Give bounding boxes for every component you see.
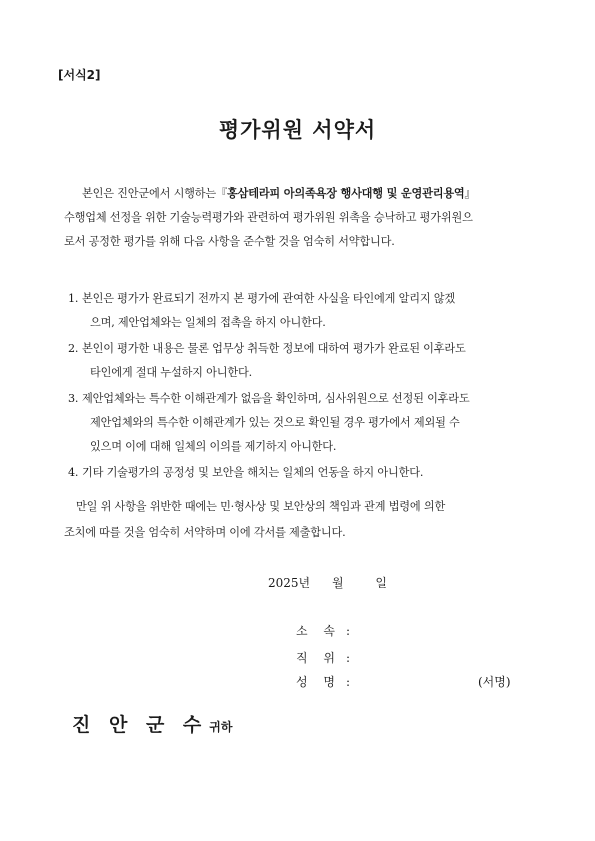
list-item-1 [68,287,455,311]
list-item-3 [68,387,470,411]
intro-line-2: 수행업체 선정을 위한 기술능력평가와 관련하여 평가위원 위촉을 승낙하고 평가위원으 [64,211,473,224]
intro-suffix: 』 [464,187,476,200]
closing-line-2: 조치에 따를 것을 엄숙히 서약하며 이에 각서를 제출합니다. [64,526,346,539]
list-item-text: 본인이 평가한 내용은 물론 업무상 취득한 정보에 대하여 평가가 완료된 이후라도 [82,342,466,355]
signature-note: (서명) [478,675,511,689]
name-label: 성 명 [296,675,341,689]
list-item-3-cont: 제안업체와의 특수한 이해관계가 있는 것으로 확인될 경우 평가에서 제외될 수 [90,416,460,429]
date-year: 2025년 [268,576,311,590]
intro-line-3: 로서 공정한 평가를 위해 다음 사항을 준수할 것을 엄숙히 서약합니다. [64,235,395,248]
name-row [296,673,350,690]
list-item-3-cont-2: 있으며 이에 대해 일체의 이의를 제기하지 아니한다. [90,440,337,453]
list-number: 1. [68,292,79,305]
list-item-1-cont: 으며, 제안업체와는 일체의 접촉을 하지 아니한다. [90,316,326,329]
list-item-4 [68,461,423,485]
list-item-2 [68,337,466,361]
list-number: 3. [68,392,79,405]
list-number: 2. [68,342,79,355]
list-item-2-cont: 타인에게 절대 누설하지 아니한다. [90,366,252,379]
list-item-text: 제안업체와는 특수한 이해관계가 없음을 확인하며, 심사위원으로 선정된 이후라도 [82,392,470,405]
intro-line-1 [82,182,476,206]
date-month: 월 [331,576,344,590]
colon: : [346,675,351,689]
form-label: [서식2] [58,68,101,82]
colon: : [346,624,351,638]
intro-prefix: 본인은 진안군에서 시행하는『 [82,187,227,200]
affiliation-label: 소 속 [296,624,341,638]
closing-line-1: 만일 위 사항을 위반한 때에는 민·형사상 및 보안상의 책임과 관계 법령에 의한 [76,500,446,513]
position-row [296,649,350,666]
colon: : [346,651,351,665]
document-title: 평가위원 서약서 [218,118,377,142]
affiliation-row [296,622,350,639]
recipient-name: 진 안 군 수 [72,714,208,736]
recipient-suffix: 귀하 [209,720,233,734]
list-item-text: 본인은 평가가 완료되기 전까지 본 평가에 관여한 사실을 타인에게 알리지 않겠 [82,292,455,305]
date-line [268,574,387,591]
date-day: 일 [375,576,387,590]
position-label: 직 위 [296,651,341,665]
recipient [72,710,232,737]
list-number: 4. [68,466,79,479]
project-name: 홍삼테라피 아의족욕장 행사대행 및 운영관리용역 [227,187,465,200]
list-item-text: 기타 기술평가의 공정성 및 보안을 해치는 일체의 언동을 하지 아니한다. [82,466,424,479]
